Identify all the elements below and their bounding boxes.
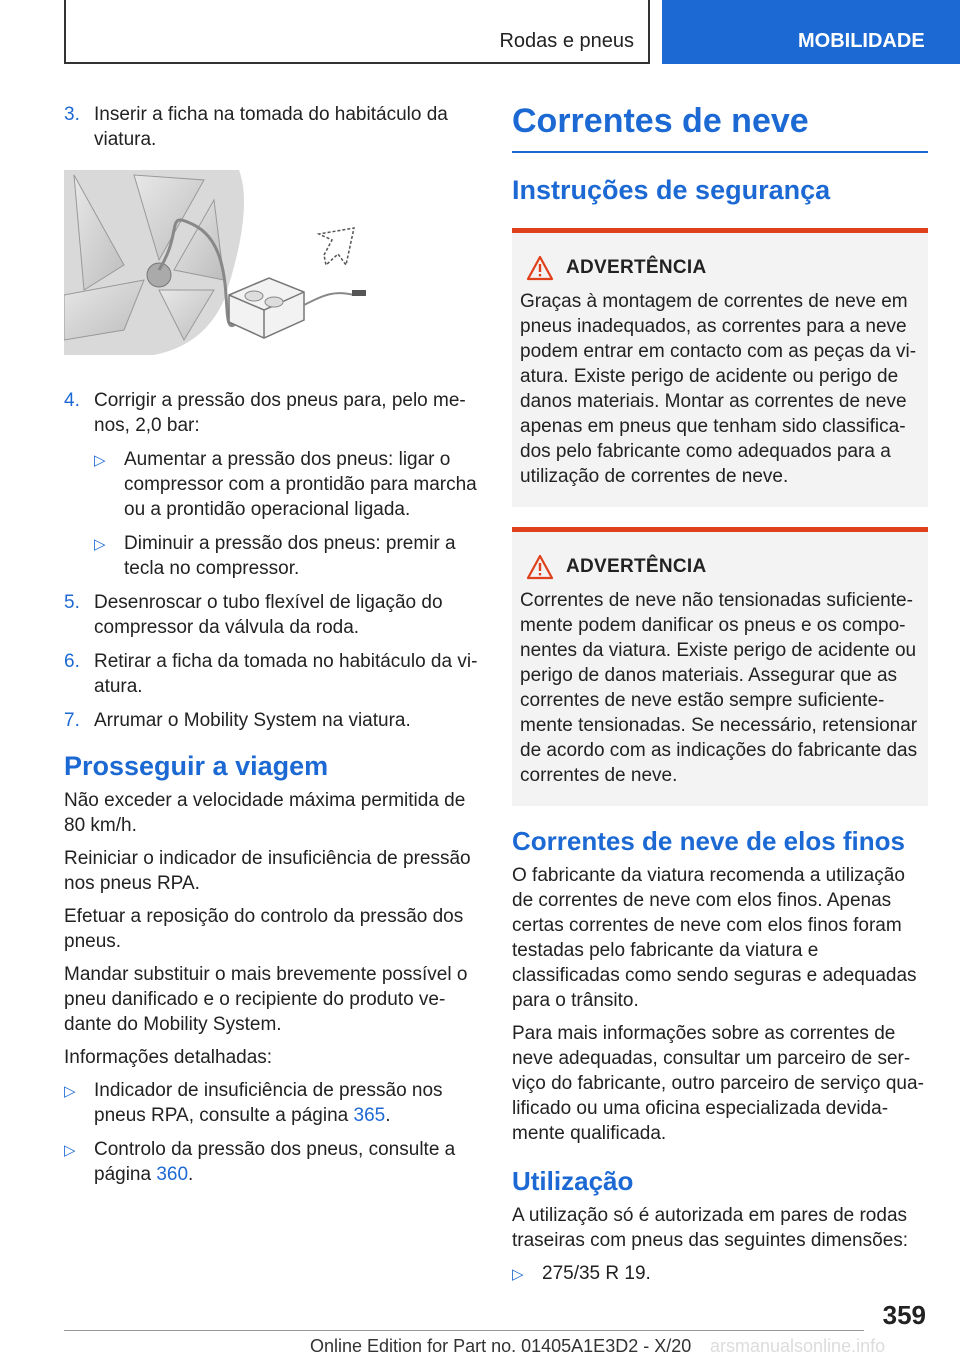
- paragraph: Não exceder a velocidade máxima permitida de 80 km/h.: [64, 790, 466, 836]
- warning-text: Graças à montagem de correntes de neve em pneus inadequados, as correntes para a neve podem entrar em contacto com as peças da viatura. Existe perigo de acidente ou perigo de danos materiais. Montar as correntes de neve apenas em pneus que tenham sido classificados pelo fabricante como adequados para a utilização de correntes de neve.: [520, 291, 917, 487]
- header-box: [64, 0, 650, 64]
- section-heading-continue: Prosseguir a viagem: [64, 751, 329, 781]
- reference-text: Controlo da pressão dos pneus, consulte a página 360.: [94, 1139, 456, 1185]
- compressor-wheel-image: [64, 170, 478, 360]
- page-title: Correntes de neve: [512, 102, 928, 153]
- footer-divider: [64, 1330, 864, 1331]
- step-6: [64, 649, 478, 699]
- step-number: 6.: [64, 651, 80, 672]
- step-7: [64, 708, 478, 733]
- step-text: Corrigir a pressão dos pneus para, pelo menos, 2,0 bar:: [94, 390, 466, 436]
- warning-triangle-icon: [526, 554, 554, 580]
- section-heading-usage: Utilização: [512, 1166, 634, 1196]
- paragraph: Reiniciar o indicador de insuficiência de pressão nos pneus RPA.: [64, 848, 471, 894]
- warning-box: [512, 527, 928, 806]
- step-text: Retirar a ficha da tomada no habitáculo da viatura.: [94, 651, 478, 697]
- triangle-bullet-icon: ▷: [64, 1083, 76, 1100]
- bullet-text: Diminuir a pressão dos pneus: premir a tecla no compressor.: [124, 533, 456, 579]
- triangle-bullet-icon: ▷: [94, 452, 106, 469]
- warning-box: [512, 228, 928, 507]
- section-heading-safety: Instruções de segurança: [512, 175, 831, 205]
- step-number: 4.: [64, 390, 80, 411]
- paragraph: A utilização só é autorizada em pares de rodas traseiras com pneus das seguintes dimensões:: [512, 1205, 909, 1251]
- bullet-text: 275/35 R 19.: [542, 1263, 651, 1284]
- footer-watermark: arsmanualsonline.info: [710, 1336, 886, 1356]
- paragraph: Efetuar a reposição do controlo da pressão dos pneus.: [64, 906, 464, 952]
- step-text: Arrumar o Mobility System na viatura.: [94, 710, 411, 731]
- step-text: Desenroscar o tubo flexível de ligação do compressor da válvula da roda.: [94, 592, 443, 638]
- reference-text: Indicador de insuficiência de pressão nos pneus RPA, consulte a página 365.: [94, 1080, 443, 1126]
- paragraph: Mandar substituir o mais brevemente possível o pneu danificado e o recipiente do produto vedante do Mobility System.: [64, 964, 468, 1035]
- step-3: [64, 102, 478, 152]
- page-header: [0, 0, 960, 66]
- step-4-bullet: [94, 531, 478, 581]
- paragraph: Informações detalhadas:: [64, 1047, 273, 1068]
- step-number: 3.: [64, 104, 80, 125]
- step-text: Inserir a ficha na tomada do habitáculo da viatura.: [94, 104, 448, 150]
- right-column: [512, 102, 928, 1296]
- warning-label: ADVERTÊNCIA: [566, 257, 707, 278]
- page-link-360[interactable]: 360: [156, 1164, 189, 1185]
- step-4-bullet: [94, 447, 478, 522]
- step-number: 5.: [64, 592, 80, 613]
- left-column: [64, 102, 478, 1196]
- footer-edition: Online Edition for Part no. 01405A1E3D2 - X/20: [310, 1336, 692, 1356]
- step-number: 7.: [64, 710, 80, 731]
- warning-triangle-icon: [526, 255, 554, 281]
- triangle-bullet-icon: ▷: [64, 1142, 76, 1159]
- warning-label: ADVERTÊNCIA: [566, 556, 707, 577]
- chapter-tab: MOBILIDADE: [662, 0, 960, 64]
- tire-size-item: [512, 1261, 928, 1287]
- step-5: [64, 590, 478, 640]
- paragraph: Para mais informações sobre as correntes de neve adequadas, consultar um parceiro de serviço do fabricante, outro parceiro de serviço qualificado ou uma oficina especializada devidamente qualificada.: [512, 1023, 924, 1144]
- page-link-365[interactable]: 365: [353, 1105, 386, 1126]
- warning-text: Correntes de neve não tensionadas suficientemente podem danificar os pneus e os componentes da viatura. Existe perigo de acidente ou perigo de danos materiais. Assegurar que as correntes de neve estão sempre suficientemente tensionadas. Se necessário, retensionar de acordo com as indicações do fabricante das correntes de neve.: [520, 590, 918, 786]
- reference-item: [64, 1078, 478, 1128]
- compressor-illustration: [64, 170, 478, 360]
- step-4: [64, 388, 478, 438]
- page-number: 359: [882, 1300, 926, 1330]
- reference-item: [64, 1137, 478, 1187]
- triangle-bullet-icon: ▷: [94, 536, 106, 553]
- bullet-text: Aumentar a pressão dos pneus: ligar o compressor com a prontidão para marcha ou a prontidão operacional ligada.: [124, 449, 477, 520]
- warning-header: [520, 255, 920, 281]
- section-heading-fine-chains: Correntes de neve de elos finos: [512, 826, 906, 856]
- warning-header: [520, 554, 920, 580]
- triangle-bullet-icon: ▷: [512, 1266, 524, 1283]
- section-name: Rodas e pneus: [499, 30, 634, 52]
- paragraph: O fabricante da viatura recomenda a utilização de correntes de neve com elos finos. Apenas certas correntes de neve com elos finos foram testadas pelo fabricante da viatura e classificadas como sendo seguras e adequadas para o trânsito.: [512, 865, 917, 1011]
